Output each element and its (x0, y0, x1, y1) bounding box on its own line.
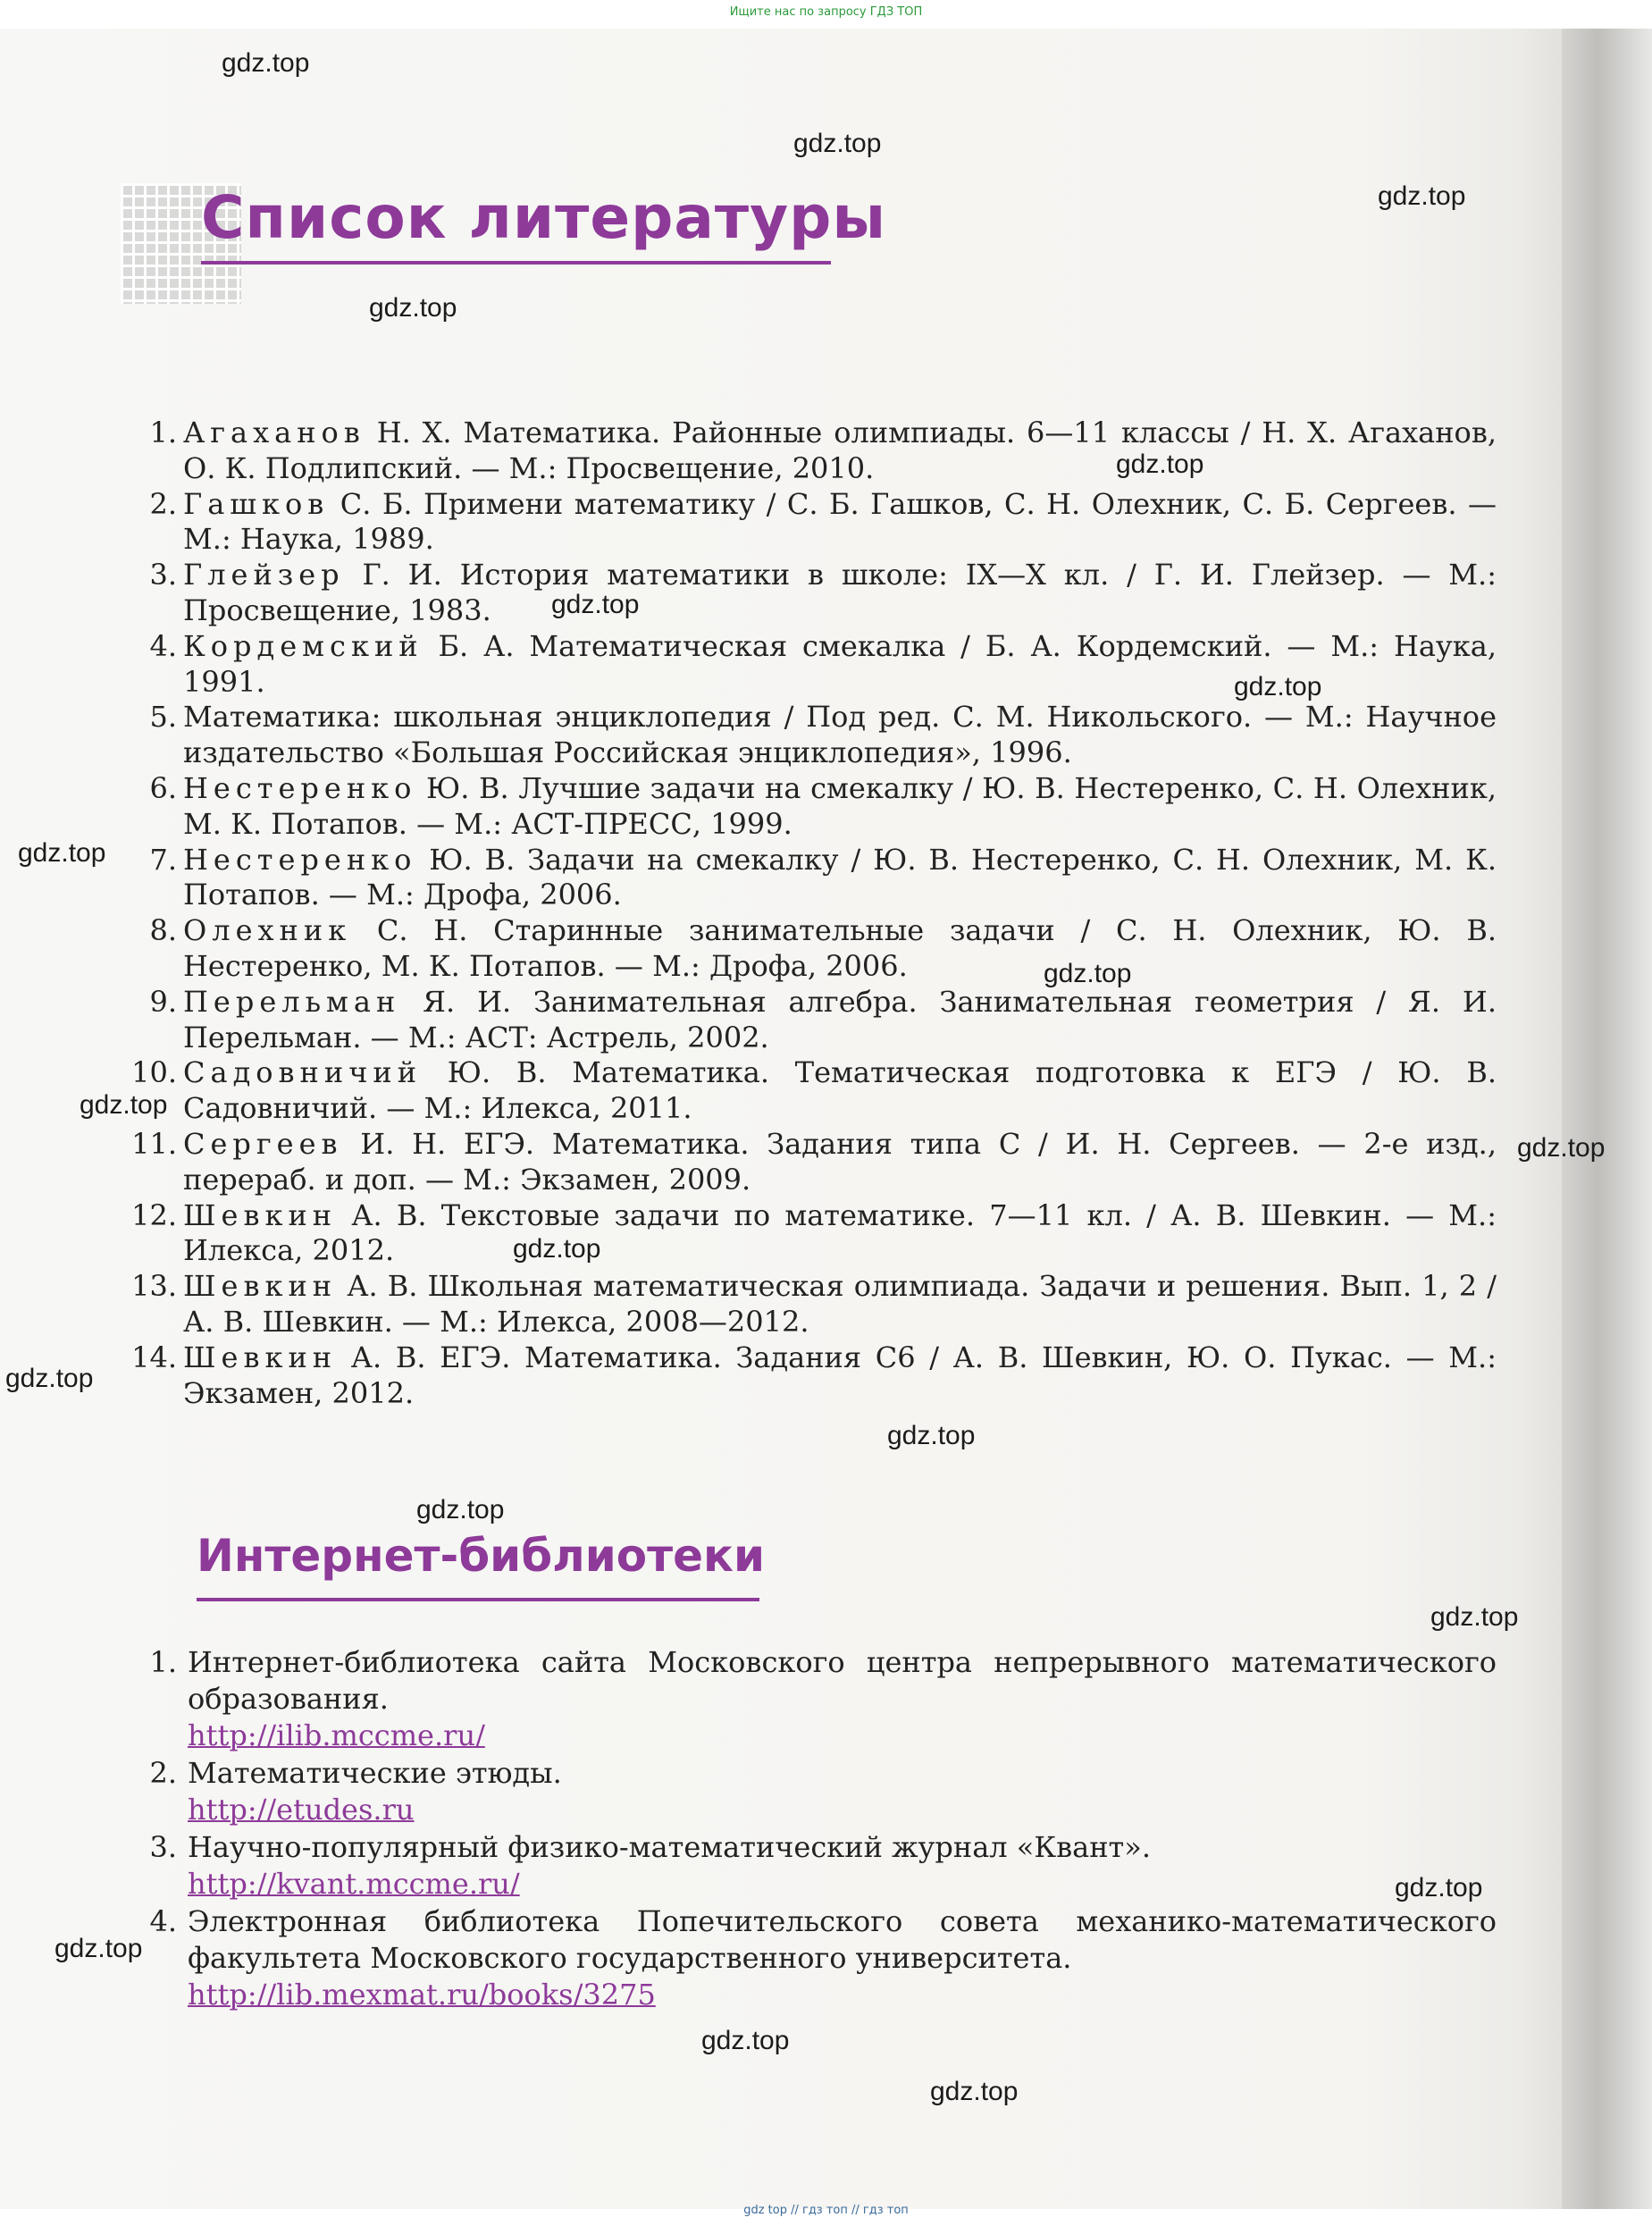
reference-item (116, 843, 1497, 914)
watermark: gdz.top (793, 129, 882, 158)
author-name: Кордемский (183, 628, 423, 663)
watermark: gdz.top (416, 1495, 505, 1525)
item-number: 3. (149, 1830, 177, 1864)
item-number: 7. (149, 842, 177, 877)
library-text: Электронная библиотека Попечительского совета механико-математического факультета Московского государственного университета. (188, 1904, 1497, 1975)
reference-text: А. В. Школьная математическая олимпиада. Задачи и решения. Вып. 1, 2 / А. В. Шевкин. — М.: Илекса, 2008—2012. (183, 1269, 1497, 1339)
page-edge-shadow (1562, 29, 1652, 2209)
reference-item (116, 1269, 1497, 1340)
watermark: gdz.top (1044, 959, 1132, 988)
reference-item (116, 985, 1497, 1056)
reference-text: С. Б. Примени математику / С. Б. Гашков, С. Н. Олехник, С. Б. Сергеев. — М.: Наука, 1989. (183, 486, 1497, 557)
watermark: gdz.top (1430, 1602, 1519, 1632)
reference-text: Ю. В. Математика. Тематическая подготовка к ЕГЭ / Ю. В. Садовничий. — М.: Илекса, 2011. (183, 1055, 1497, 1126)
watermark: gdz.top (222, 48, 310, 78)
library-link[interactable]: http://etudes.ru (188, 1793, 415, 1827)
library-link[interactable]: http://ilib.mccme.ru/ (188, 1718, 485, 1752)
item-number: 13. (131, 1269, 177, 1304)
library-text: Интернет-библиотека сайта Московского центра непрерывного математического образования. (188, 1645, 1497, 1716)
reference-list (116, 416, 1497, 1411)
watermark: gdz.top (930, 2077, 1019, 2106)
library-text: Научно-популярный физико-математический журнал «Квант». (188, 1830, 1151, 1864)
author-name: Гашков (183, 486, 330, 521)
reference-text: С. Н. Старинные занимательные задачи / С. Н. Олехник, Ю. В. Нестеренко, М. К. Потапов. — М.: Дрофа, 2006. (183, 913, 1497, 983)
library-link[interactable]: http://kvant.mccme.ru/ (188, 1867, 520, 1901)
reference-item (116, 558, 1497, 629)
library-link[interactable]: http://lib.mexmat.ru/books/3275 (188, 1978, 656, 2012)
library-item (116, 1644, 1497, 1754)
library-list (116, 1644, 1497, 2014)
item-number: 1. (149, 1645, 177, 1679)
reference-item (116, 700, 1497, 771)
reference-text: А. В. Текстовые задачи по математике. 7—11 кл. / А. В. Шевкин. — М.: Илекса, 2012. (183, 1197, 1497, 1268)
author-name: Нестеренко (183, 770, 417, 805)
watermark: gdz.top (55, 1934, 143, 1963)
author-name: Шевкин (183, 1340, 338, 1374)
author-name: Перельман (183, 984, 401, 1019)
item-number: 9. (149, 984, 177, 1019)
page-title: Список литературы (201, 183, 887, 252)
watermark: gdz.top (80, 1090, 168, 1120)
watermark: gdz.top (701, 2026, 790, 2055)
item-number: 6. (149, 770, 177, 805)
section-title: Интернет-библиотеки (197, 1530, 765, 1582)
watermark: gdz.top (1378, 181, 1466, 211)
reference-text: Б. А. Математическая смекалка / Б. А. Кордемский. — М.: Наука, 1991. (183, 628, 1497, 699)
library-item (116, 1903, 1497, 2013)
watermark: gdz.top (1395, 1873, 1483, 1903)
author-name: Агаханов (183, 416, 365, 449)
top-note: Ищите нас по запросу ГДЗ ТОП (729, 5, 923, 19)
item-number: 11. (131, 1126, 177, 1161)
library-text: Математические этюды. (188, 1756, 562, 1790)
item-number: 1. (149, 416, 177, 449)
author-name: Шевкин (183, 1269, 338, 1304)
item-number: 10. (131, 1055, 177, 1090)
reference-item (116, 913, 1497, 985)
author-name: Сергеев (183, 1126, 343, 1161)
library-item (116, 1829, 1497, 1903)
watermark: gdz.top (18, 838, 106, 868)
reference-text: Г. И. История математики в школе: IX—X кл. / Г. И. Глейзер. — М.: Просвещение, 1983. (183, 558, 1497, 627)
reference-item (116, 1198, 1497, 1270)
reference-text: И. Н. ЕГЭ. Математика. Задания типа С / И. Н. Сергеев. — 2-е изд., перераб. и доп. — М.: Экзамен, 2009. (183, 1126, 1497, 1197)
reference-item (116, 1055, 1497, 1127)
author-name: Глейзер (183, 558, 345, 592)
reference-item (116, 1340, 1497, 1412)
watermark: gdz.top (1116, 449, 1204, 479)
reference-text: Н. Х. Математика. Районные олимпиады. 6—11 классы / Н. Х. Агаханов, О. К. Подлипский. — М.: Просвещение, 2010. (183, 416, 1497, 485)
watermark: gdz.top (1234, 672, 1322, 701)
bottom-note: gdz top // гдз топ // гдз топ (743, 2204, 909, 2217)
item-number: 4. (149, 628, 177, 663)
reference-item (116, 487, 1497, 559)
item-number: 2. (149, 486, 177, 521)
title-underline (201, 261, 831, 265)
reference-text: Ю. В. Лучшие задачи на смекалку / Ю. В. Нестеренко, С. Н. Олехник, М. К. Потапов. — М.: АСТ-ПРЕСС, 1999. (183, 770, 1497, 841)
reference-item (116, 416, 1497, 487)
item-number: 14. (131, 1340, 177, 1374)
reference-text: А. В. ЕГЭ. Математика. Задания С6 / А. В. Шевкин, Ю. О. Пукас. — М.: Экзамен, 2012. (183, 1340, 1497, 1410)
author-name: Шевкин (183, 1197, 338, 1232)
section-underline (197, 1598, 759, 1601)
item-number: 2. (149, 1756, 177, 1790)
reference-item (116, 1127, 1497, 1198)
author-name: Олехник (183, 913, 352, 948)
item-number: 3. (149, 558, 177, 592)
item-number: 12. (131, 1197, 177, 1232)
watermark: gdz.top (551, 590, 640, 619)
reference-text: Ю. В. Задачи на смекалку / Ю. В. Нестеренко, С. Н. Олехник, М. К. Потапов. — М.: Дрофа, 2006. (183, 842, 1497, 912)
author-name: Нестеренко (183, 842, 417, 877)
watermark: gdz.top (369, 293, 457, 323)
watermark: gdz.top (887, 1421, 976, 1450)
reference-item (116, 771, 1497, 843)
item-number: 8. (149, 913, 177, 948)
watermark: gdz.top (5, 1364, 94, 1393)
library-item (116, 1755, 1497, 1828)
item-number: 4. (149, 1904, 177, 1938)
reference-text: Я. И. Занимательная алгебра. Занимательная геометрия / Я. И. Перельман. — М.: АСТ: Астрель, 2002. (183, 984, 1497, 1054)
author-name: Садовничий (183, 1055, 423, 1090)
watermark: gdz.top (1517, 1133, 1606, 1163)
watermark: gdz.top (513, 1234, 601, 1264)
reference-text: Математика: школьная энциклопедия / Под ред. С. М. Никольского. — М.: Научное издательство «Большая Российская энциклопедия», 1996. (183, 700, 1497, 770)
item-number: 5. (149, 700, 177, 735)
